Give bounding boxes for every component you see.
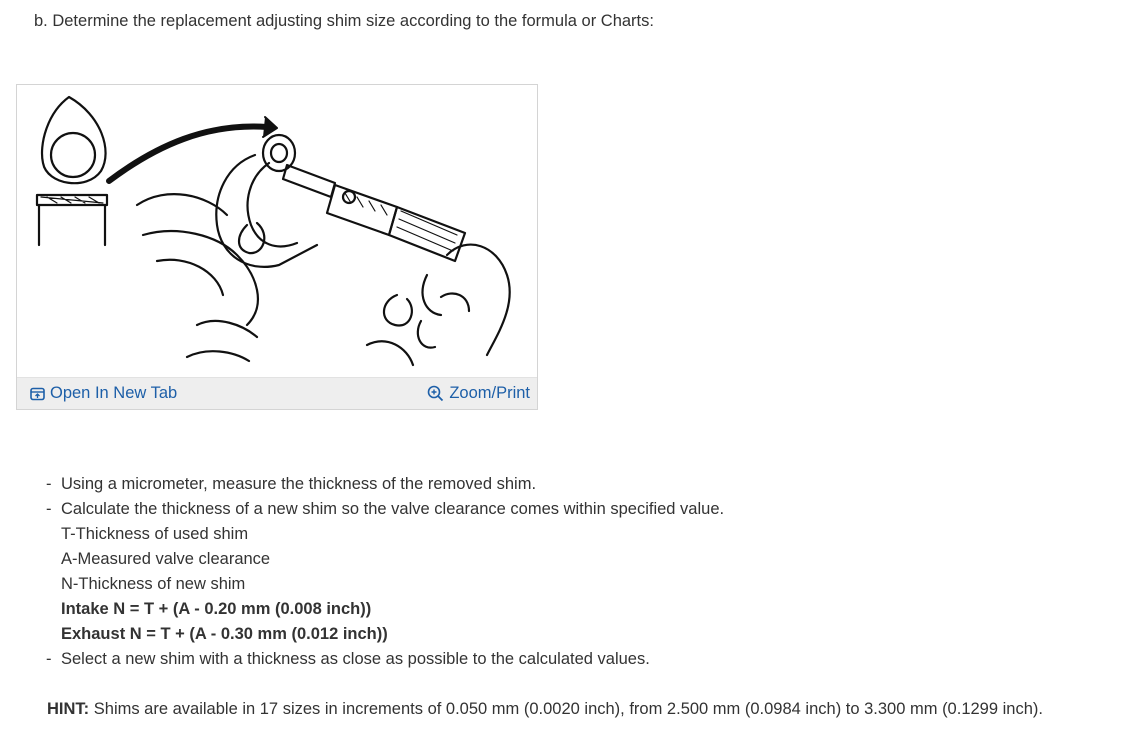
hint-text: Shims are available in 17 sizes in increments of 0.050 mm (0.0020 inch), from 2.500 mm (0.0984 inch) to 3.300 mm (0.1299 inch). [89, 700, 1043, 718]
intake-formula: Intake N = T + (A - 0.20 mm (0.008 inch)) [61, 600, 372, 618]
bullet-dash: - [46, 650, 52, 668]
figure-container [16, 84, 538, 410]
figure-toolbar [17, 377, 537, 409]
bullet-dash: - [46, 475, 52, 493]
zoom-print-link[interactable] [427, 384, 530, 403]
definition-a: A-Measured valve clearance [61, 550, 271, 568]
micrometer-illustration[interactable] [17, 85, 537, 377]
hint-label: HINT: [47, 700, 90, 718]
definition-n: N-Thickness of new shim [61, 575, 246, 593]
open-new-tab-link[interactable] [30, 384, 177, 403]
zoom-print-label: Zoom/Print [449, 384, 530, 402]
step-text: Calculate the thickness of a new shim so the valve clearance comes within specified value. [61, 500, 725, 518]
intro-text: b. Determine the replacement adjusting shim size according to the formula or Charts: [34, 12, 654, 30]
hint-note [47, 700, 1043, 719]
zoom-in-icon [427, 385, 444, 402]
step-text: Using a micrometer, measure the thickness of the removed shim. [61, 475, 537, 493]
definition-t: T-Thickness of used shim [61, 525, 249, 543]
bullet-dash: - [46, 500, 52, 518]
open-new-tab-icon [30, 387, 45, 401]
open-new-tab-label: Open In New Tab [50, 384, 178, 402]
list-item [46, 475, 536, 494]
list-item [46, 500, 724, 519]
list-item [46, 650, 650, 669]
exhaust-formula: Exhaust N = T + (A - 0.30 mm (0.012 inch)) [61, 625, 388, 643]
step-text: Select a new shim with a thickness as close as possible to the calculated values. [61, 650, 650, 668]
